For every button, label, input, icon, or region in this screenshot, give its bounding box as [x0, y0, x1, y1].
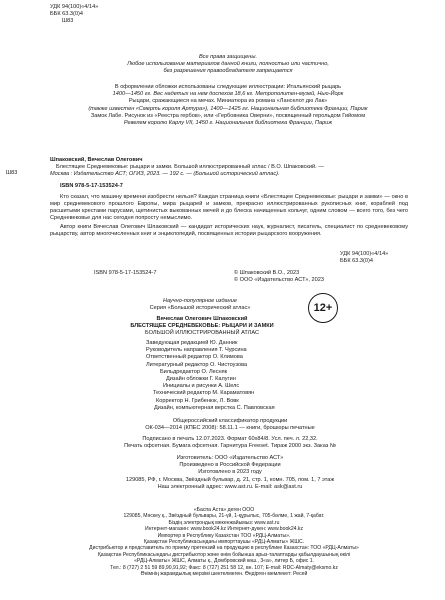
- cover-credits: [40, 84, 416, 127]
- staff-list: [146, 340, 275, 412]
- edition-header: [100, 298, 300, 312]
- copyright-publisher: © ООО «Издательство АСТ», 2023: [234, 277, 324, 284]
- udk-code-right: УДК 94(100)«4/14»: [340, 251, 389, 257]
- staff-item: Руководитель направления Т. Чурсина: [146, 347, 247, 354]
- copyright-author: © Шпаковский В.О., 2023: [234, 270, 300, 276]
- credit-line: Рыцари, сражающиеся на мечах. Миниатюра из романа «Ланселот дю Лак»: [128, 98, 328, 105]
- footer-line: «Баспа Аста» деген ООО: [193, 507, 255, 513]
- print-info: [80, 436, 380, 450]
- staff-item: Дизайн обложки Г. Калугин: [166, 376, 236, 383]
- edition-title: БЛЕСТЯЩЕЕ СРЕДНЕВЕКОВЬЕ: РЫЦАРИ И ЗАМКИ: [130, 323, 274, 330]
- staff-item: Дизайн, компьютерная верстка С. Павловская: [154, 404, 275, 411]
- edition-subtitle: БОЛЬШОЙ ИЛЛЮСТРИРОВАННЫЙ АТЛАС: [144, 330, 259, 337]
- annotation-paragraph-2: Автор книги Вячеслав Олегович Шпаковский — кандидат исторических наук, журналист, писатель, специалист по средневековому рыцарству, автор многочисленных книг и энциклопедий, посвященных истории рыцарского вооружения.: [50, 223, 408, 237]
- footer-line: Импортер в Республику Казахстан ТОО «РДЦ-Алматы».: [157, 532, 291, 539]
- catalog-code: Ш83: [6, 170, 18, 176]
- staff-item: Инициалы и рисунки А. Шелс: [163, 383, 240, 390]
- catalog-isbn: ISBN 978-5-17-153524-7: [60, 182, 123, 189]
- top-codes: [50, 4, 98, 26]
- staff-item: Корректор Н. Грибенюк, Л. Вовк: [156, 397, 239, 404]
- edition-type: Научно-популярное издание: [163, 298, 237, 304]
- bbk-code-right: ББК 63.3(0)4: [340, 258, 373, 265]
- catalog-publisher: Москва : Издательство АСТ; ОГИЗ, 2023. — 192 с. — (Большой исторический атлас).: [50, 171, 280, 178]
- print-info-line: Печать офсетная. Бумага офсетная. Гарнитура Freeset. Тираж 2000 экз. Заказ №: [124, 443, 336, 450]
- staff-item: Литературный редактор О. Чистоузова: [146, 361, 248, 368]
- rights-line: Любое использование материалов данной книги, полностью или частично,: [127, 61, 329, 68]
- rights-line: Все права защищены.: [198, 54, 258, 60]
- footer-line: 129085, Мәскеу қ., Звёздный бульвары, 21-үй, 1-құрылыс, 705-бөлме, 1 жай, 7-қабат.: [123, 513, 325, 520]
- udk-code: УДК 94(100)«4/14»: [50, 4, 99, 10]
- manufacturer-line: Наш электронный адрес: www.ast.ru. E-mail: ask@ast.ru: [157, 483, 303, 490]
- footer-line: Қазақстан Республикасындағы дистрибьютор және өнім бойынша арыз-талаптарды қабылдаушының өкілі: [97, 551, 351, 558]
- manufacturer-line: 129085, РФ, г. Москва, Звёздный бульвар, д. 21, стр. 1, комн. 705, пом. 1, 7 этаж: [125, 476, 335, 483]
- manufacturer-line: Изготовлено в 2023 году: [198, 469, 262, 476]
- manufacturer-line: Изготовитель: ООО «Издательство АСТ»: [176, 455, 284, 461]
- author-code: Ш83: [62, 18, 74, 25]
- credit-line: 1400—1450 гг. Вес надетых на нем доспехов 18,6 кг. Метрополитен-музей, Нью-Йорк: [112, 91, 344, 98]
- classifier-line: Общероссийский классификатор продукции: [172, 418, 288, 424]
- catalog-card: [50, 157, 408, 238]
- staff-item: Ответственный редактор О. Климова: [146, 354, 243, 361]
- classifier-line: ОК-034—2014 (КПЕС 2008): 58.11.1 — книги, брошюры печатные: [145, 425, 315, 432]
- manufacturer-line: Произведено в Российской Федерации: [179, 462, 281, 469]
- credit-line: (также известен «Смерть короля Артура»), 1400—1425 гг. Национальная библиотека Франции, Париж: [88, 105, 368, 112]
- edition-series: Серия «Большой исторический атлас»: [149, 305, 251, 312]
- bbk-code: ББК 63.3(0)4: [50, 11, 83, 18]
- annotation-paragraph-1: Кто сказал, что машину времени изобрести нельзя? Каждая страница книги «Блестящее Средневековье: рыцари и замки» — окно в мир средневекового прошлого Европы, мира рыцарей и замков, прекрасно иллюстрированных рукописных книг, кораблей под расшитыми крестами парусами, щетинистых выкованных мечей и до блеска начищенных кольчуг, одним словом — всего того, без чего Средневековье для нас сегодня попросту немыслимо.: [50, 193, 408, 222]
- catalog-codes-right: [340, 251, 388, 265]
- staff-item: Технический редактор М. Караматовян: [153, 390, 255, 397]
- catalog-title: Блестящее Средневековье: рыцари и замки. Большой иллюстрированный атлас / В.О. Шпаковский. —: [56, 164, 324, 171]
- credit-line: Замок Лабе. Рисунок из «Реестра гербов», или «Гербовника Оверни», посвященный герольдом Гийомом: [90, 112, 366, 119]
- credit-line: Ревелем королю Карлу VII, 1450 г. Национальная библиотека Франции, Париж: [123, 120, 333, 127]
- copyright-block: [234, 270, 324, 284]
- staff-item: Бильдредактор О. Лесняк: [160, 368, 228, 375]
- classifier: [100, 418, 360, 432]
- credit-line: В оформлении обложки использованы следующие иллюстрации: Итальянский рыцарь: [114, 84, 342, 90]
- edition-author: Вячеслав Олегович Шпаковский: [156, 316, 248, 322]
- footer-line: Тел.: 8 (727) 2 51 59 89,90,91,92; Факс: 8 (727) 251 58 12, вн. 107; E-mail: RDC-Almaty@eksmo.kz: [110, 564, 338, 571]
- age-rating-badge: 12+: [308, 293, 338, 323]
- isbn-bottom: ISBN 978-5-17-153524-7: [94, 270, 157, 276]
- footer-line: Қазақстан Республикасындағы импорттаушы «РДЦ-Алматы» ЖШС.: [143, 539, 305, 546]
- rights-line: без разрешения правообладателя запрещается: [163, 68, 293, 75]
- footer-line: Дистрибьютор и представитель по приему претензий на продукцию в республике Казахстан: ТОО «РДЦ-Алматы»: [89, 545, 359, 552]
- catalog-author: Шпаковский, Вячеслав Олегович: [50, 157, 143, 163]
- footer-line: Интернет-магазин: www.book24.kz Интернет-дүкен: www.book24.kz: [145, 526, 303, 533]
- print-info-line: Подписано в печать 12.07.2023. Формат 60х84/8. Усл. печ. л. 22,32.: [142, 436, 318, 442]
- footer-block: [22, 507, 426, 577]
- rights-notice: [50, 54, 406, 76]
- manufacturer-block: [80, 455, 380, 491]
- footer-line: «РДЦ-Алматы» ЖШС, Алматы қ., Домбровский көш., 3«а», литер Б, офис 1.: [134, 558, 314, 565]
- staff-item: Заведующая редакцией Ю. Данник: [146, 340, 238, 346]
- edition-title-block: [80, 316, 324, 338]
- footer-line: Өнімнің жарамдылық мерзімі шектелмеген. Өндірген мемлекет: Ресей: [140, 571, 308, 578]
- footer-line: Біздің электрондық мекенжайымыз: www.ast.ru: [168, 519, 280, 526]
